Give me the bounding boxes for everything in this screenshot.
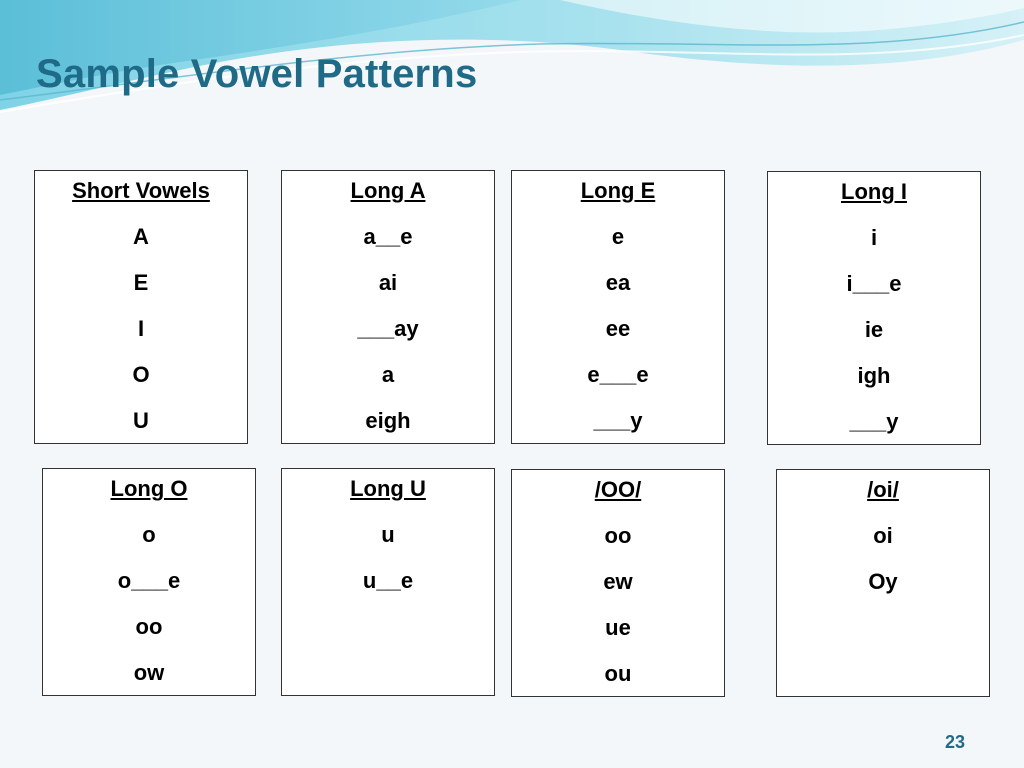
- box-heading: Long I: [841, 179, 907, 204]
- box-item: i: [870, 225, 878, 250]
- box-item: U: [133, 408, 149, 433]
- box-item: ie: [864, 317, 884, 342]
- box-item: A: [133, 224, 149, 249]
- box-heading: /oi/: [867, 477, 899, 502]
- box-item: ue: [605, 615, 631, 640]
- box-item: eigh: [365, 408, 411, 433]
- box-item: igh: [857, 363, 891, 388]
- box-item: i___e: [846, 271, 902, 296]
- box-item: a__e: [363, 224, 413, 249]
- page-number: 23: [945, 732, 966, 752]
- box-short-vowels: [34, 170, 248, 444]
- box-item: u__e: [362, 568, 414, 593]
- box-item: Oy: [868, 569, 898, 594]
- box-item: a: [381, 362, 395, 387]
- box-item: O: [132, 362, 150, 387]
- box-long-e: [511, 170, 725, 444]
- box-item: ___ay: [357, 316, 419, 341]
- box-heading: Long U: [350, 476, 426, 501]
- box-heading: Short Vowels: [72, 178, 210, 203]
- box-heading: Long O: [110, 476, 188, 501]
- box-item: I: [137, 316, 145, 341]
- box-oo: [511, 469, 725, 697]
- box-item: ou: [604, 661, 632, 686]
- box-item: ___y: [593, 408, 643, 433]
- box-long-i: [767, 171, 981, 445]
- box-item: ea: [605, 270, 631, 295]
- box-item: e: [611, 224, 625, 249]
- box-item: oo: [604, 523, 632, 548]
- box-oi: [776, 469, 990, 697]
- box-item: oi: [873, 523, 893, 548]
- box-item: ow: [133, 660, 165, 685]
- box-heading: /OO/: [594, 477, 642, 502]
- box-long-o: [42, 468, 256, 696]
- box-item: ai: [378, 270, 398, 295]
- box-heading: Long A: [350, 178, 426, 203]
- box-item: oo: [135, 614, 163, 639]
- box-item: ee: [605, 316, 631, 341]
- box-item: u: [381, 522, 395, 547]
- box-item: ew: [603, 569, 633, 594]
- box-item: E: [133, 270, 149, 295]
- box-heading: Long E: [580, 178, 656, 203]
- box-long-a: [281, 170, 495, 444]
- box-long-u: [281, 468, 495, 696]
- slide-title: Sample Vowel Patterns: [36, 52, 478, 96]
- box-item: e___e: [587, 362, 649, 387]
- box-item: o: [142, 522, 156, 547]
- box-item: ___y: [849, 409, 899, 434]
- box-item: o___e: [117, 568, 181, 593]
